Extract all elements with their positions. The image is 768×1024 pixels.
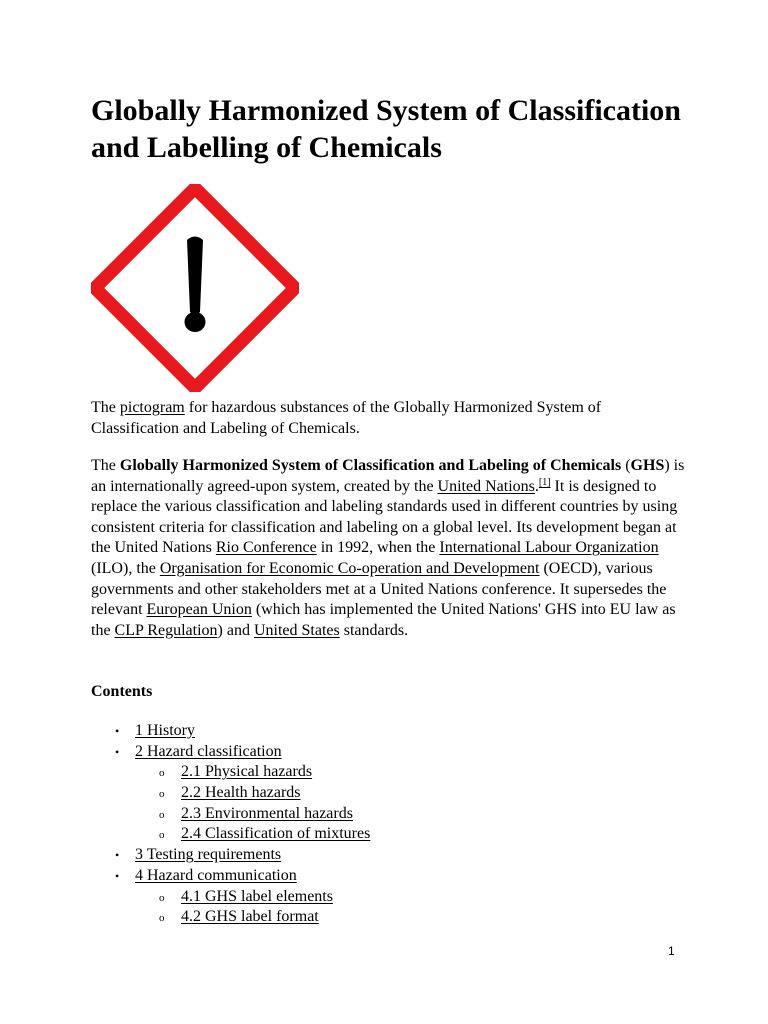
toc-link-testing-requirements[interactable]: 3 Testing requirements — [135, 846, 282, 864]
toc-link-physical-hazards[interactable]: 2.1 Physical hazards — [181, 763, 313, 781]
circle-bullet-icon: o — [159, 891, 165, 904]
european-union-link[interactable]: European Union — [146, 601, 252, 619]
toc-link-health-hazards[interactable]: 2.2 Health hazards — [181, 784, 301, 802]
toc-item — [91, 721, 691, 742]
toc-item — [91, 887, 691, 908]
toc-item — [91, 762, 691, 783]
page-number: 1 — [668, 944, 675, 958]
ghs-abbreviation: GHS — [630, 457, 665, 474]
toc-item — [91, 866, 691, 887]
rio-conference-link[interactable]: Rio Conference — [215, 539, 317, 557]
toc-item — [91, 804, 691, 825]
pictogram-caption — [91, 397, 691, 439]
contents-heading: Contents — [91, 683, 153, 700]
oecd-link[interactable]: Organisation for Economic Co-operation and Development — [159, 559, 540, 577]
toc-item — [91, 824, 691, 845]
bullet-icon: • — [115, 868, 120, 883]
toc-item — [91, 742, 691, 763]
ilo-link[interactable]: International Labour Organization — [439, 539, 659, 557]
clp-regulation-link[interactable]: CLP Regulation — [114, 621, 218, 639]
intro-text: (OECD), various governments and other stakeholders met at a United Nations conference. It supersedes the relevant — [91, 559, 667, 619]
toc-link-ghs-label-elements[interactable]: 4.1 GHS label elements — [181, 887, 333, 905]
toc-link-hazard-classification[interactable]: 2 Hazard classification — [135, 742, 282, 760]
intro-text: ) is an internationally agreed-upon system, created by the — [91, 457, 685, 495]
caption-text: for hazardous substances of the Globally Harmonized System of Classification and Labeling of Chemicals. — [91, 399, 602, 437]
page-title: Globally Harmonized System of Classification and Labelling of Chemicals — [91, 94, 681, 164]
toc-link-classification-of-mixtures[interactable]: 2.4 Classification of mixtures — [181, 825, 371, 843]
intro-text: . — [534, 477, 539, 495]
intro-text: in 1992, when the — [316, 539, 440, 557]
intro-text: It is designed to replace the various classification and labeling standards used in different countries by using consistent criteria for classification and labeling on a global level. Its development began at the United Nations — [91, 477, 678, 557]
table-of-contents — [91, 721, 691, 928]
toc-link-history[interactable]: 1 History — [135, 722, 195, 739]
reference-1-link[interactable]: [1] — [538, 476, 551, 488]
circle-bullet-icon: o — [159, 912, 165, 925]
intro-text: The — [91, 457, 120, 474]
intro-text: ( — [621, 457, 631, 474]
intro-paragraph — [91, 456, 691, 641]
pictogram-link[interactable]: pictogram — [119, 399, 185, 416]
united-states-link[interactable]: United States — [253, 621, 340, 639]
bullet-icon: • — [115, 724, 120, 738]
toc-item — [91, 845, 691, 866]
united-nations-link[interactable]: United Nations — [437, 477, 535, 495]
toc-link-hazard-communication[interactable]: 4 Hazard communication — [135, 866, 297, 884]
bullet-icon: • — [115, 744, 120, 759]
circle-bullet-icon: o — [159, 788, 165, 801]
intro-text: standards. — [339, 621, 409, 639]
toc-link-ghs-label-format[interactable]: 4.2 GHS label format — [181, 908, 319, 926]
bullet-icon: • — [115, 848, 120, 863]
toc-link-environmental-hazards[interactable]: 2.3 Environmental hazards — [181, 804, 353, 822]
circle-bullet-icon: o — [159, 767, 165, 780]
caption-text: The — [91, 399, 120, 416]
toc-item — [91, 907, 691, 928]
circle-bullet-icon: o — [159, 829, 165, 842]
ghs-full-name: Globally Harmonized System of Classification and Labeling of Chemicals — [119, 457, 622, 474]
exclamation-dot — [185, 312, 206, 332]
circle-bullet-icon: o — [159, 808, 165, 821]
intro-text: (ILO), the — [91, 559, 160, 577]
toc-item — [91, 783, 691, 804]
exclamation-mark-hazard-icon — [91, 184, 299, 392]
intro-text: (which has implemented the United Nations' GHS into EU law as the — [91, 601, 676, 639]
intro-text: ) and — [217, 621, 254, 639]
